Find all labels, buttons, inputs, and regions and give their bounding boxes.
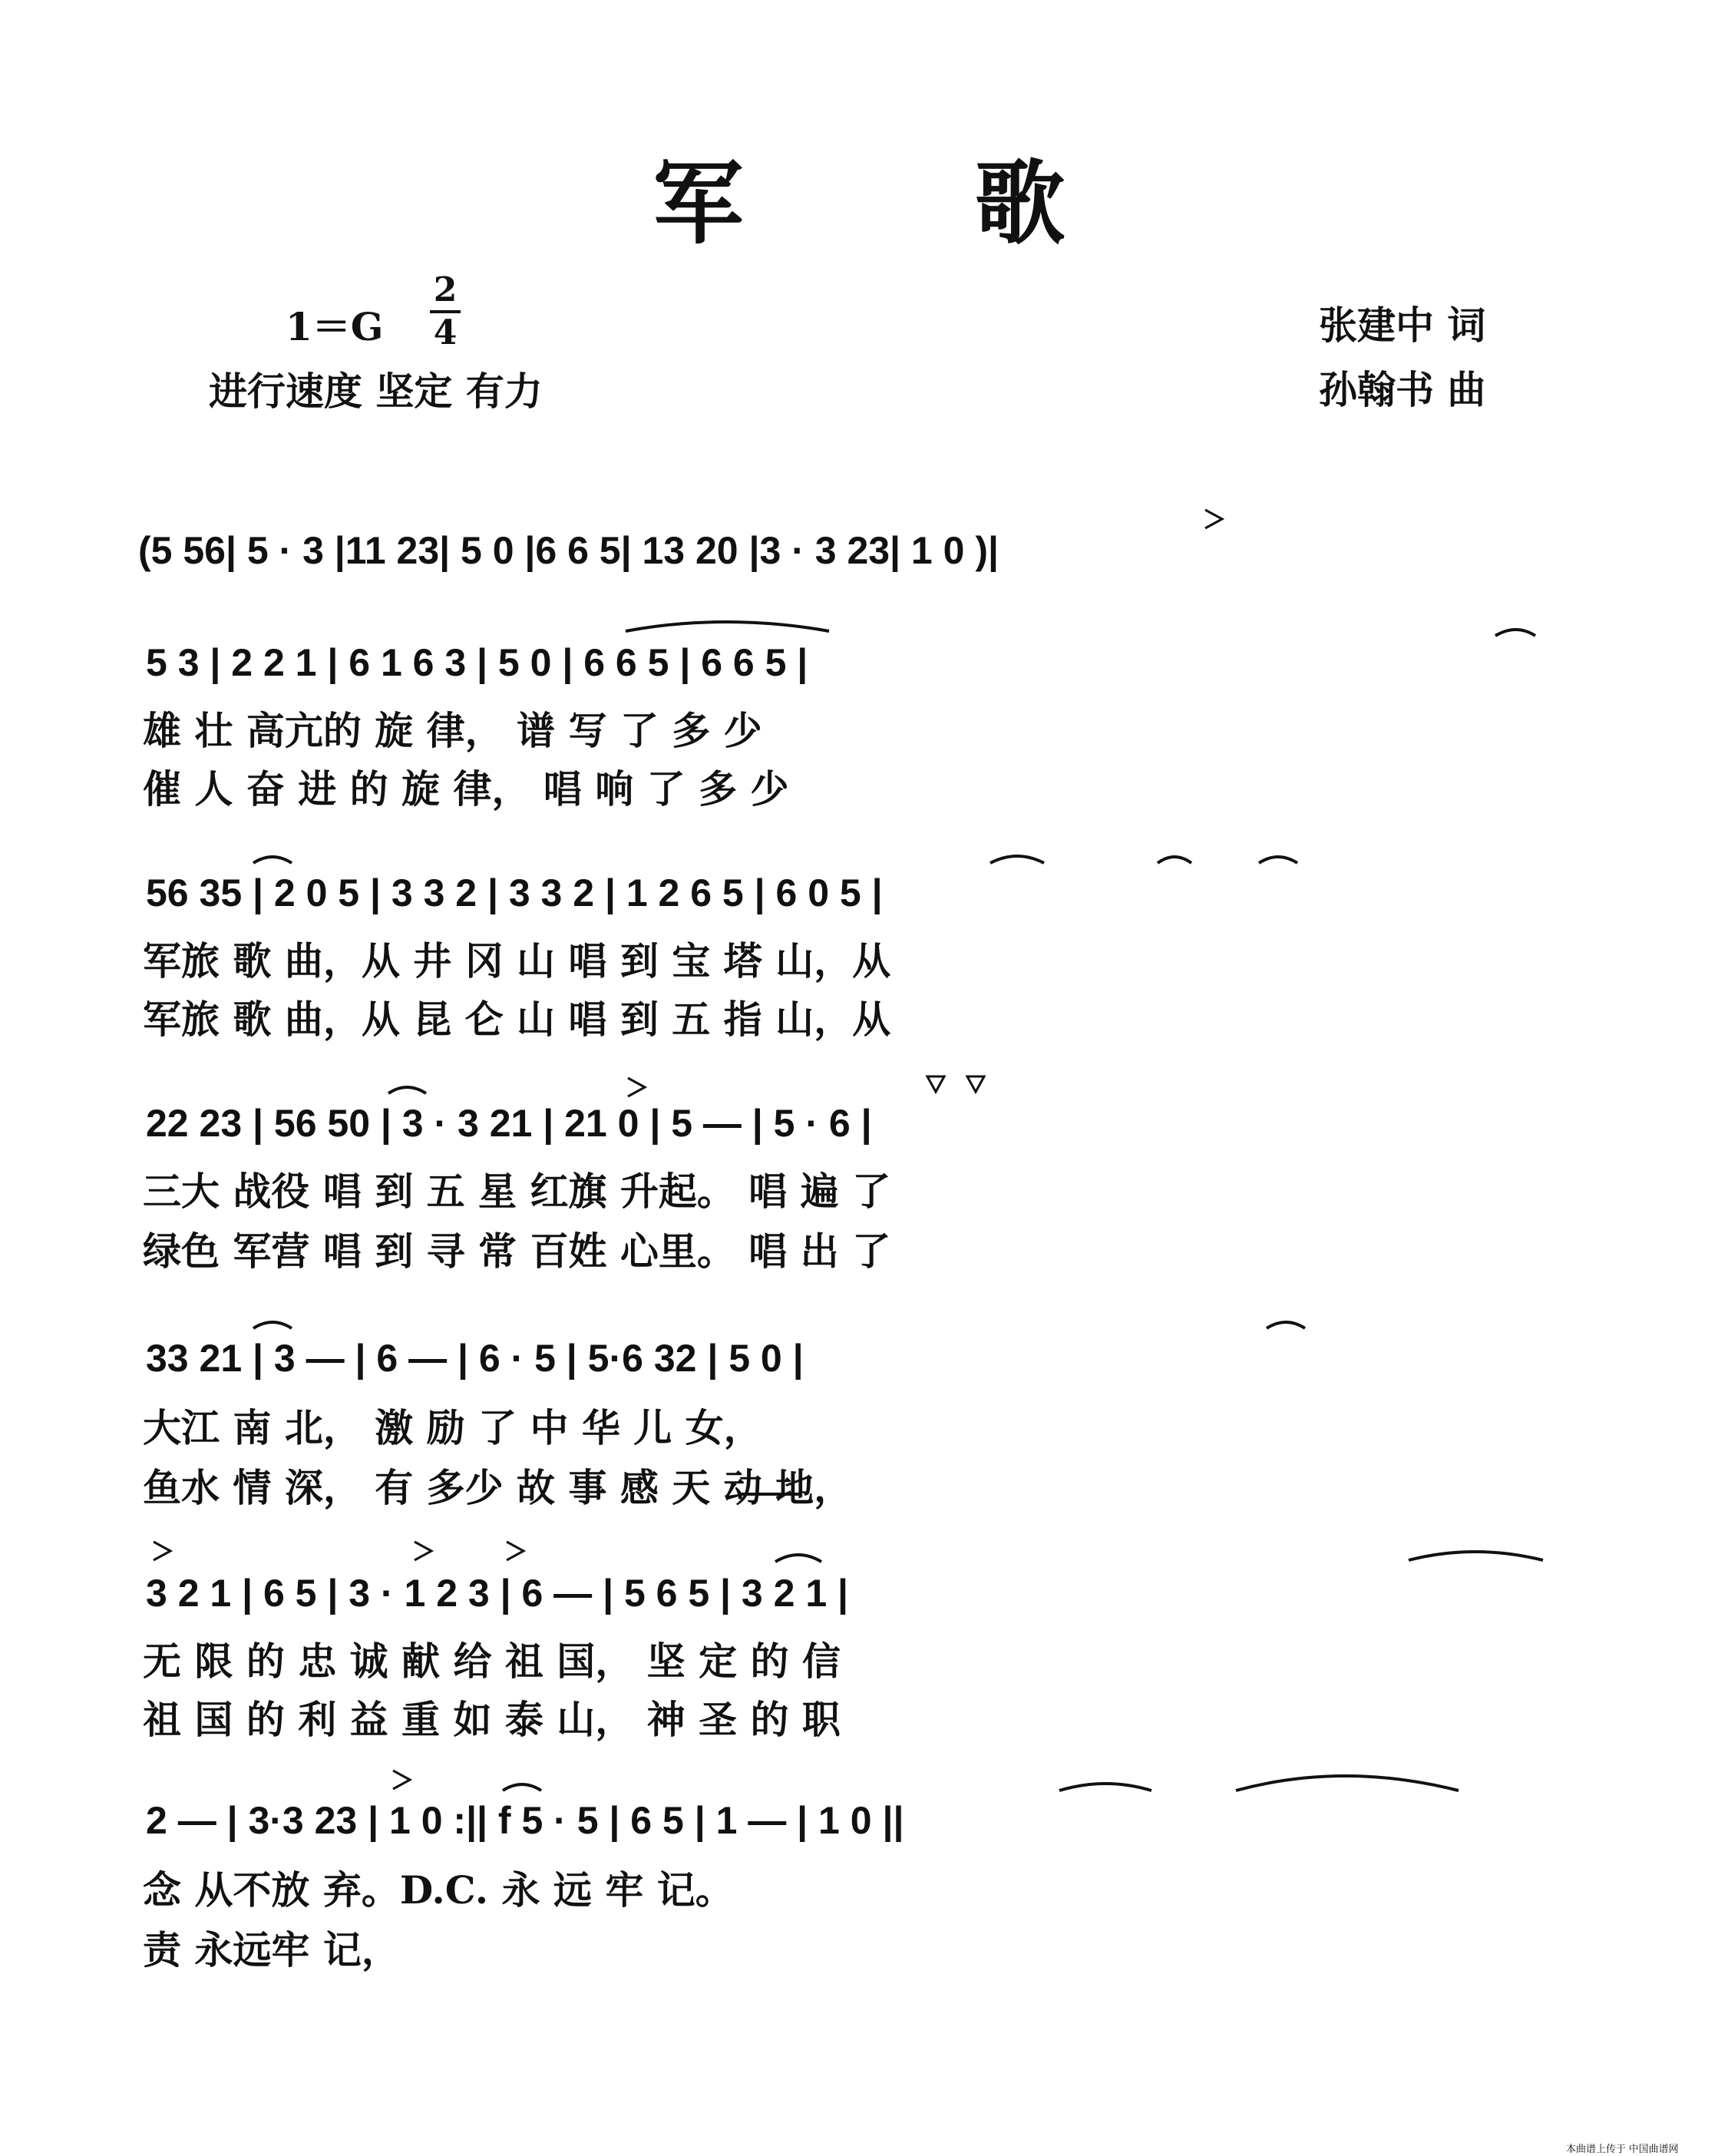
notation-line-4: 33 21 | 3 — | 6 — | 6 · 5 | 5·6 32 | 5 0 |	[146, 1337, 804, 1380]
slur-mark	[1409, 1552, 1543, 1560]
song-title: 军 歌	[653, 150, 1165, 256]
lyric-line-5-verse-1: 无 限 的 忠 诚 献 给 祖 国， 坚 定 的 信	[143, 1638, 841, 1684]
lyric-line-3-verse-1: 三大 战役 唱 到 五 星 红旗 升起。 唱 遍 了	[143, 1169, 891, 1214]
tie-mark	[775, 1555, 821, 1562]
accent-mark	[1205, 510, 1222, 528]
tie-mark	[1158, 857, 1191, 863]
accent-mark	[415, 1542, 431, 1560]
staccato-mark	[967, 1076, 984, 1092]
lyric-line-6-verse-2: 责 永远牢 记，	[143, 1927, 400, 1972]
tie-mark	[253, 857, 292, 863]
accent-mark	[628, 1078, 645, 1096]
lyric-line-2-verse-1: 军旅 歌 曲，从 井 冈 山 唱 到 宝 塔 山，从	[143, 938, 891, 984]
slur-mark	[1236, 1776, 1459, 1791]
notation-line-5: 3 2 1 | 6 5 | 3 · 1 2 3 | 6 — | 5 6 5 | 3 2 1 |	[146, 1572, 849, 1615]
time-signature-top: 2	[433, 270, 458, 309]
key-signature: 1＝G	[286, 304, 384, 349]
notation-line-1: 5 3 | 2 2 1 | 6 1 6 3 | 5 0 | 6 6 5 | 6 6 5 |	[146, 641, 808, 684]
source-footer: 本曲谱上传于 中国曲谱网	[1566, 2143, 1679, 2154]
tie-mark	[1259, 857, 1297, 863]
lyric-line-3-verse-2: 绿色 军营 唱 到 寻 常 百姓 心里。 唱 出 了	[143, 1228, 891, 1274]
lyric-line-1-verse-1: 雄 壮 高亢的 旋 律， 谱 写 了 多 少	[143, 708, 762, 753]
tie-mark	[388, 1087, 426, 1093]
time-signature-bottom: 4	[433, 313, 458, 352]
tie-mark	[503, 1784, 541, 1791]
tie-mark	[1495, 630, 1535, 636]
tie-mark	[253, 1322, 292, 1328]
composer-credit: 孙翰书 曲	[1319, 367, 1486, 412]
tie-mark	[990, 856, 1044, 863]
tie-mark	[1267, 1322, 1305, 1328]
lyric-line-4-verse-2: 鱼水 情 深， 有 多少 故 事 感 天 动 地，	[143, 1465, 853, 1510]
slur-mark	[626, 622, 829, 631]
lyric-line-4-verse-1: 大江 南 北， 激 励 了 中 华 儿 女，	[143, 1405, 762, 1450]
lyric-line-5-verse-2: 祖 国 的 利 益 重 如 泰 山， 神 圣 的 职	[143, 1697, 841, 1742]
notation-line-3: 22 23 | 56 50 | 3 · 3 21 | 21 0 | 5 — | 5 · 6 |	[146, 1102, 872, 1145]
notation-line-6: 2 — | 3·3 23 | 1 0 :|| f 5 · 5 | 6 5 | 1 — | 1 0 ||	[146, 1799, 904, 1842]
tie-mark	[1059, 1784, 1151, 1791]
lyric-line-2-verse-2: 军旅 歌 曲，从 昆 仑 山 唱 到 五 指 山，从	[143, 997, 891, 1042]
notation-line-intro: (5 56| 5 · 3 |11 23| 5 0 |6 6 5| 13 20 |3 · 3 23| 1 0 )|	[138, 529, 999, 572]
staccato-mark	[927, 1076, 944, 1092]
notation-line-2: 56 35 | 2 0 5 | 3 3 2 | 3 3 2 | 1 2 6 5 | 6 0 5 |	[146, 871, 883, 914]
lyric-line-1-verse-2: 催 人 奋 进 的 旋 律， 唱 响 了 多 少	[143, 766, 789, 812]
lyricist-credit: 张建中 词	[1319, 303, 1486, 348]
accent-mark	[393, 1771, 410, 1789]
tempo-marking: 进行速度 坚定 有力	[209, 369, 543, 414]
accent-mark	[507, 1542, 524, 1560]
lyric-line-6-verse-1: 念 从不放 弃。D.C. 永 远 牢 记。	[143, 1867, 734, 1913]
accent-mark	[154, 1542, 170, 1560]
